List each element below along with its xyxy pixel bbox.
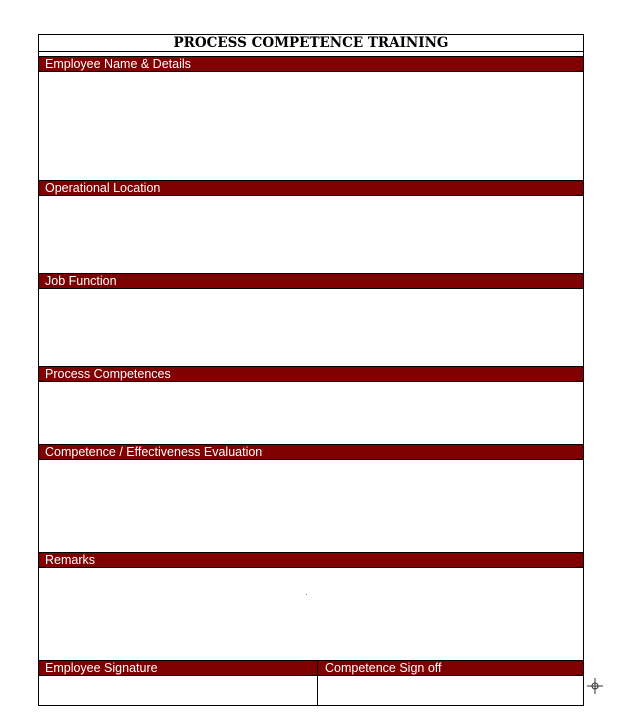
employee-details-field[interactable] [39,72,583,180]
training-form [38,34,584,706]
operational-location-field[interactable] [39,196,583,273]
section-header-job-function [39,273,583,289]
section-header-signatures [39,660,583,676]
competence-signoff-field[interactable] [318,676,584,706]
section-header-employee-details [39,56,583,72]
employee-signature-field[interactable] [39,676,317,706]
process-competences-field[interactable] [39,382,583,444]
form-title: PROCESS COMPETENCE TRAINING [173,35,449,51]
stray-mark [306,594,307,595]
crosshair-anchor-icon[interactable] [587,678,603,694]
section-header-operational-location [39,180,583,196]
section-label: Employee Name & Details [45,57,191,71]
job-function-field[interactable] [39,289,583,366]
section-header-remarks [39,552,583,568]
remarks-field[interactable] [39,568,583,660]
competence-signoff-label: Competence Sign off [325,661,442,675]
section-header-evaluation [39,444,583,460]
section-label: Operational Location [45,181,161,195]
title-divider [39,51,583,55]
employee-signature-label: Employee Signature [45,661,158,675]
section-header-process-competences [39,366,583,382]
section-label: Remarks [45,553,96,567]
section-label: Job Function [45,274,117,288]
section-label: Competence / Effectiveness Evaluation [45,445,263,459]
section-label: Process Competences [45,367,171,381]
evaluation-field[interactable] [39,460,583,552]
